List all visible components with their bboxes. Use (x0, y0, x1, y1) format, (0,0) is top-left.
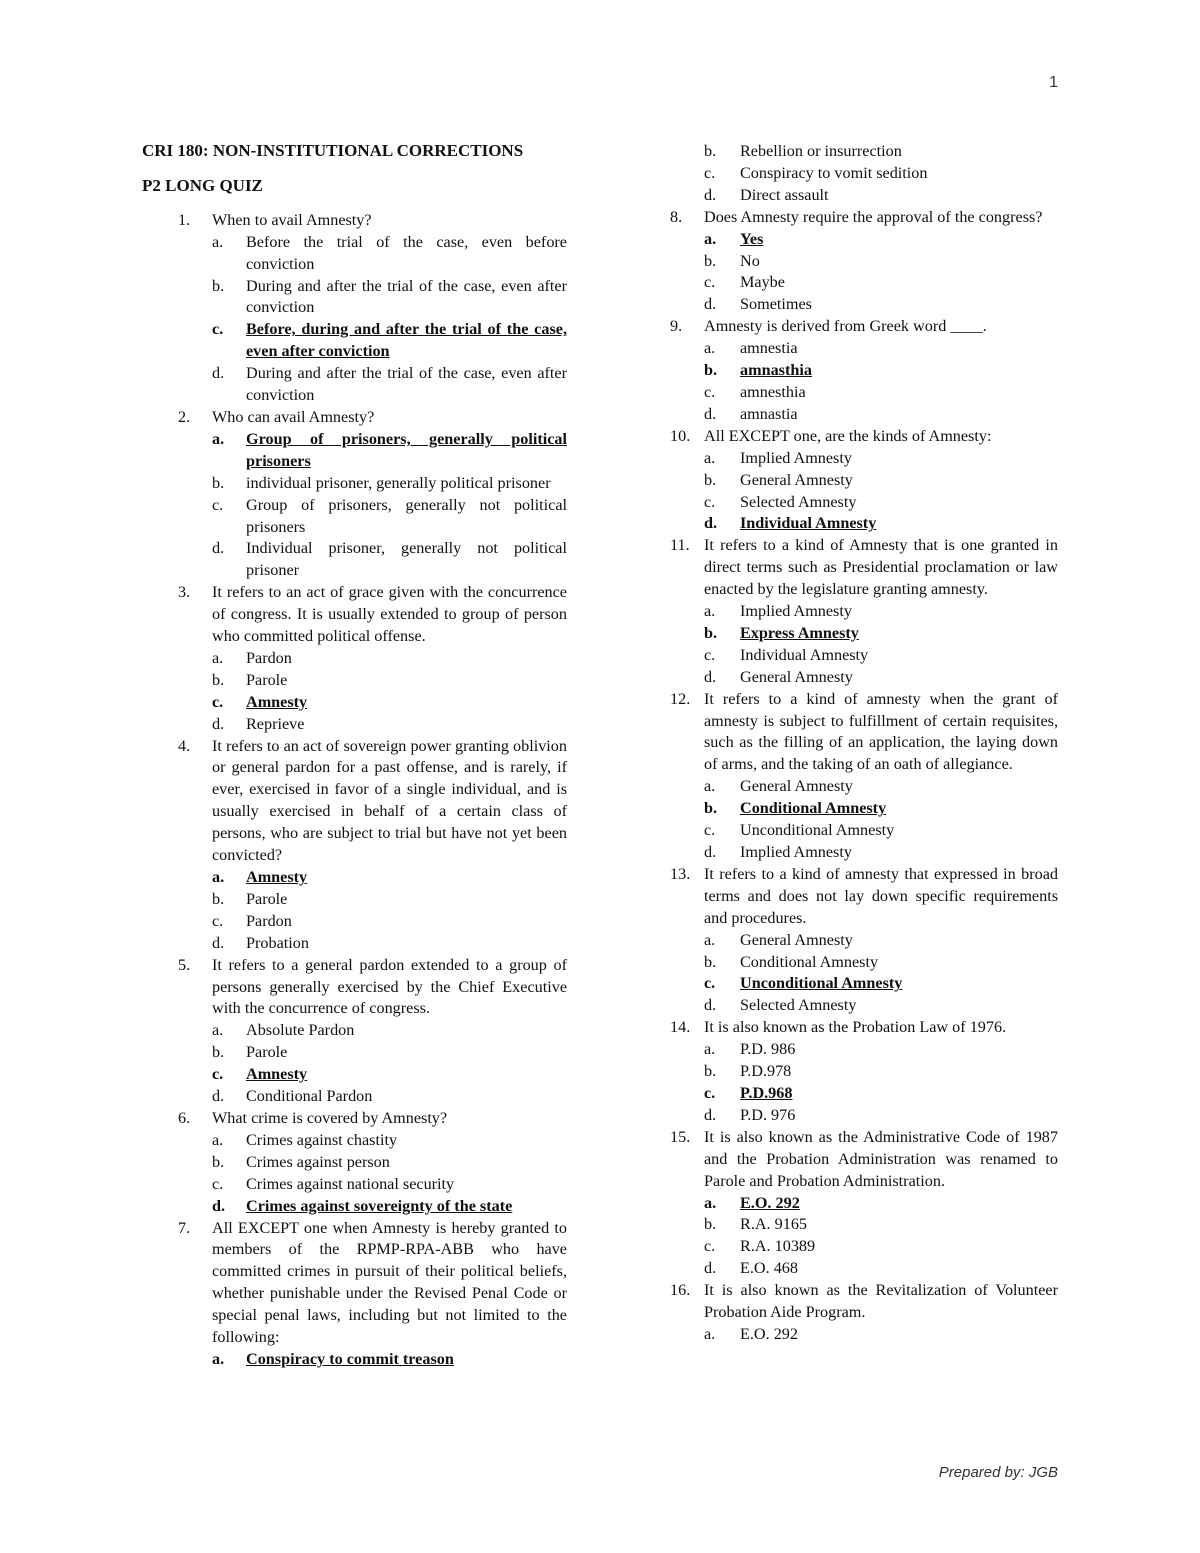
option-letter: a. (212, 232, 224, 251)
option-text: Amnesty (246, 868, 308, 886)
answer-option-correct (142, 319, 567, 363)
option-letter: a. (704, 448, 716, 467)
option-text: Group of prisoners, generally political prisoners (246, 429, 567, 470)
option-letter: a. (212, 429, 225, 448)
option-text: Before the trial of the case, even before conviction (246, 232, 567, 273)
question-number: 12. (670, 689, 691, 708)
quiz-question (670, 1127, 1058, 1280)
option-text: Rebellion or insurrection (740, 142, 902, 160)
option-text: individual prisoner, generally political prisoner (246, 473, 551, 492)
option-letter: b. (212, 889, 225, 908)
question-stem (178, 407, 567, 429)
question-number: 3. (178, 583, 191, 602)
option-letter: d. (212, 1087, 225, 1106)
question-number: 8. (670, 207, 683, 226)
answer-option (670, 995, 1058, 1017)
prepared-by-footer: Prepared by: JGB (938, 1464, 1058, 1481)
answer-option-correct (670, 229, 1058, 251)
question-list-right (670, 207, 1058, 1346)
answer-option (142, 1174, 567, 1196)
option-text: General Amnesty (740, 667, 853, 686)
answer-option (670, 667, 1058, 689)
answer-option (142, 232, 567, 276)
quiz-question (142, 736, 567, 955)
option-letter: a. (704, 339, 716, 358)
option-letter: c. (212, 692, 224, 711)
option-letter: b. (212, 473, 225, 492)
question-text: All EXCEPT one when Amnesty is hereby granted to members of the RPMP-RPA-ABB who have committed crimes in pursuit of their political beliefs, whether punishable under the Revised Penal Code or special penal laws, including but not limited to the following: (212, 1218, 567, 1347)
answer-option (142, 276, 567, 320)
quiz-subtitle: P2 LONG QUIZ (142, 175, 263, 195)
option-letter: d. (704, 1259, 717, 1278)
option-letter: d. (704, 185, 717, 204)
answer-option-correct (142, 1349, 567, 1371)
quiz-question (142, 210, 567, 407)
option-text: Crimes against chastity (246, 1130, 398, 1149)
question-text: It refers to a kind of Amnesty that is one granted in direct terms such as Presidential proclamation or law enacted by the legislature granting amnesty. (704, 536, 1058, 599)
question-stem (670, 864, 1058, 930)
question-number: 7. (178, 1218, 191, 1237)
option-text: Reprieve (246, 714, 305, 733)
answer-option (670, 492, 1058, 514)
question-number: 15. (670, 1127, 691, 1146)
option-text: Parole (246, 1043, 288, 1062)
question-number: 13. (670, 864, 691, 883)
option-text: Implied Amnesty (740, 602, 852, 621)
option-text: During and after the trial of the case, even after conviction (246, 276, 567, 317)
document-title: CRI 180: NON-INSTITUTIONAL CORRECTIONS (142, 141, 524, 160)
quiz-question (670, 316, 1058, 426)
option-letter: d. (212, 539, 225, 558)
answer-option-correct (142, 429, 567, 473)
answer-option (142, 1086, 567, 1108)
option-letter: a. (704, 777, 716, 796)
question-stem (178, 582, 567, 648)
question-stem (178, 955, 567, 1021)
option-text: Conspiracy to vomit sedition (740, 163, 928, 182)
option-letter: a. (704, 1193, 717, 1212)
answer-option (670, 1236, 1058, 1258)
answer-option (670, 185, 1058, 207)
option-letter: c. (704, 821, 716, 840)
question-7-continued-options (670, 141, 1058, 207)
option-text: amnastia (740, 404, 798, 423)
answer-option (670, 338, 1058, 360)
question-stem (670, 535, 1058, 601)
answer-option (670, 272, 1058, 294)
option-letter: d. (704, 843, 717, 861)
answer-option (670, 1061, 1058, 1083)
quiz-question (142, 1108, 567, 1218)
option-letter: c. (212, 320, 224, 339)
option-letter: c. (704, 1083, 716, 1102)
option-text: P.D. 976 (740, 1105, 796, 1124)
question-text: It is also known as the Probation Law of 1976. (704, 1018, 1007, 1037)
option-text: Sometimes (740, 295, 812, 314)
option-letter: b. (704, 470, 717, 489)
option-text: Unconditional Amnesty (740, 821, 895, 840)
answer-option (670, 601, 1058, 623)
option-letter: d. (212, 714, 225, 733)
question-text: Amnesty is derived from Greek word ____. (704, 317, 987, 336)
question-text: It refers to a general pardon extended to a group of persons generally exercised by the Chief Executive with the concurrence of congress. (212, 955, 567, 1018)
option-letter: d. (704, 404, 717, 423)
answer-option (670, 1105, 1058, 1127)
option-text: Probation (246, 933, 309, 952)
option-text: Absolute Pardon (246, 1021, 355, 1040)
answer-option (670, 294, 1058, 316)
answer-option-correct (142, 1196, 567, 1218)
option-letter: b. (212, 670, 225, 689)
question-text: When to avail Amnesty? (212, 210, 372, 229)
question-number: 14. (670, 1018, 691, 1037)
answer-option (670, 1039, 1058, 1061)
quiz-question (670, 535, 1058, 688)
option-letter: b. (704, 142, 717, 160)
option-letter: a. (212, 1349, 225, 1368)
question-text: It refers to an act of sovereign power granting oblivion or general pardon for a past offense, and is rarely, if ever, exercised in favor of a single individual, and is usually exercised in behalf of a certain class of persons, who are subject to trial but have not yet been convicted? (212, 736, 567, 865)
option-text: Selected Amnesty (740, 492, 857, 511)
answer-option-correct (670, 1083, 1058, 1105)
answer-option-correct (670, 513, 1058, 535)
answer-option (670, 842, 1058, 864)
answer-option (142, 1042, 567, 1064)
question-stem (670, 207, 1058, 229)
option-text: Before, during and after the trial of the case, even after conviction (246, 320, 567, 361)
answer-option (670, 952, 1058, 974)
option-letter: c. (212, 1174, 224, 1193)
option-text: E.O. 292 (740, 1324, 798, 1343)
option-text: Crimes against person (246, 1152, 390, 1171)
option-text: Amnesty (246, 1065, 308, 1084)
option-letter: b. (704, 799, 718, 818)
option-text: Individual prisoner, generally not political prisoner (246, 539, 567, 580)
answer-option (142, 933, 567, 955)
option-letter: b. (704, 1062, 717, 1081)
answer-option-correct (142, 1064, 567, 1086)
option-text: Conditional Pardon (246, 1087, 373, 1106)
question-number: 16. (670, 1281, 691, 1300)
option-text: Crimes against sovereignty of the state (246, 1196, 513, 1215)
option-text: Group of prisoners, generally not political prisoners (246, 495, 567, 536)
question-text: All EXCEPT one, are the kinds of Amnesty: (704, 426, 992, 445)
answer-option (670, 404, 1058, 426)
option-text: General Amnesty (740, 470, 853, 489)
answer-option (142, 1020, 567, 1042)
option-letter: a. (704, 602, 716, 621)
quiz-question (670, 1017, 1058, 1127)
option-text: Selected Amnesty (740, 996, 857, 1015)
option-letter: c. (212, 911, 224, 930)
option-letter: a. (212, 868, 225, 886)
answer-option (670, 1258, 1058, 1280)
option-letter: d. (704, 996, 717, 1015)
question-stem (178, 1218, 567, 1349)
answer-option (670, 448, 1058, 470)
option-letter: d. (212, 933, 225, 952)
question-number: 10. (670, 426, 691, 445)
option-letter: c. (704, 492, 716, 511)
answer-option (142, 714, 567, 736)
option-text: Parole (246, 670, 288, 689)
option-text: R.A. 9165 (740, 1215, 808, 1234)
option-text: Unconditional Amnesty (740, 974, 903, 993)
option-text: During and after the trial of the case, even after conviction (246, 364, 567, 405)
question-text: It is also known as the Revitalization of Volunteer Probation Aide Program. (704, 1281, 1058, 1322)
option-text: Direct assault (740, 185, 829, 204)
question-stem (670, 1280, 1058, 1324)
option-letter: d. (704, 295, 717, 314)
question-text: It refers to an act of grace given with the concurrence of congress. It is usually extended to group of person who committed political offense. (212, 583, 567, 646)
question-text: Does Amnesty require the approval of the congress? (704, 207, 1043, 226)
question-stem (670, 1127, 1058, 1193)
option-letter: b. (212, 1152, 225, 1171)
option-text: Implied Amnesty (740, 843, 852, 861)
answer-option (142, 495, 567, 539)
question-text: It refers to a kind of amnesty when the grant of amnesty is subject to fulfillment of certain requisites, such as the filling of an application, the laying down of arms, and the taking of an oath of allegiance. (704, 689, 1058, 774)
option-text: P.D.978 (740, 1062, 792, 1081)
option-text: P.D. 986 (740, 1040, 796, 1059)
option-letter: b. (704, 361, 718, 380)
question-list-left (142, 210, 567, 1371)
question-number: 5. (178, 955, 191, 974)
left-column (142, 140, 567, 1371)
answer-option-correct (670, 623, 1058, 645)
option-text: E.O. 292 (740, 1193, 800, 1212)
option-text: E.O. 468 (740, 1259, 798, 1278)
answer-option (142, 911, 567, 933)
option-letter: a. (704, 1040, 716, 1059)
option-letter: c. (212, 495, 224, 514)
question-stem (670, 1017, 1058, 1039)
question-stem (178, 1108, 567, 1130)
option-letter: a. (212, 1130, 224, 1149)
option-text: Yes (740, 229, 764, 248)
option-text: Maybe (740, 273, 785, 292)
quiz-question (670, 1280, 1058, 1346)
option-text: Crimes against national security (246, 1174, 455, 1193)
option-text: amnasthia (740, 361, 812, 380)
option-letter: a. (704, 229, 717, 248)
option-letter: d. (704, 667, 717, 686)
option-letter: d. (704, 1105, 717, 1124)
quiz-question (670, 426, 1058, 536)
option-letter: b. (704, 623, 718, 642)
option-letter: a. (704, 1324, 716, 1343)
option-text: amnesthia (740, 382, 806, 401)
option-text: Express Amnesty (740, 623, 859, 642)
question-number: 11. (670, 536, 690, 555)
answer-option-correct (142, 867, 567, 889)
answer-option-correct (670, 1193, 1058, 1215)
quiz-question (142, 955, 567, 1108)
answer-option (670, 1214, 1058, 1236)
option-text: Conditional Amnesty (740, 952, 879, 971)
quiz-question (670, 689, 1058, 864)
answer-option (670, 776, 1058, 798)
answer-option (670, 382, 1058, 404)
option-letter: a. (212, 648, 224, 667)
answer-option-correct (670, 360, 1058, 382)
answer-option-correct (670, 973, 1058, 995)
option-text: R.A. 10389 (740, 1237, 816, 1256)
answer-option-correct (142, 692, 567, 714)
question-text: What crime is covered by Amnesty? (212, 1108, 448, 1127)
option-text: Individual Amnesty (740, 645, 869, 664)
question-stem (178, 736, 567, 867)
option-letter: c. (704, 974, 716, 993)
option-text: Conspiracy to commit treason (246, 1349, 454, 1368)
answer-option (670, 1324, 1058, 1346)
answer-option (670, 163, 1058, 185)
option-letter: d. (212, 364, 225, 383)
option-letter: b. (704, 952, 717, 971)
option-letter: b. (212, 276, 225, 295)
option-text: General Amnesty (740, 777, 853, 796)
answer-option-correct (670, 798, 1058, 820)
option-letter: b. (704, 251, 717, 270)
option-letter: d. (212, 1196, 226, 1215)
question-text: It refers to a kind of amnesty that expressed in broad terms and does not lay down specific requirements and procedures. (704, 864, 1058, 927)
answer-option (142, 670, 567, 692)
option-letter: c. (704, 273, 716, 292)
quiz-question (670, 207, 1058, 317)
question-number: 2. (178, 407, 191, 426)
option-text: No (740, 251, 760, 270)
question-number: 6. (178, 1108, 191, 1127)
question-text: It is also known as the Administrative Code of 1987 and the Probation Administration was renamed to Parole and Probation Administration. (704, 1127, 1058, 1190)
answer-option (670, 820, 1058, 842)
answer-option (142, 363, 567, 407)
answer-option (670, 251, 1058, 273)
option-letter: c. (212, 1065, 224, 1084)
quiz-question (142, 407, 567, 582)
question-stem (670, 316, 1058, 338)
page-number: 1 (1049, 74, 1058, 91)
option-letter: b. (704, 1215, 717, 1234)
quiz-question (142, 1218, 567, 1371)
answer-option (142, 889, 567, 911)
option-text: Amnesty (246, 692, 308, 711)
question-number: 1. (178, 210, 191, 229)
option-text: Pardon (246, 911, 292, 930)
option-letter: b. (212, 1043, 225, 1062)
answer-option (670, 141, 1058, 163)
answer-option (142, 538, 567, 582)
option-letter: c. (704, 382, 716, 401)
answer-option (142, 1130, 567, 1152)
option-text: Individual Amnesty (740, 514, 877, 533)
option-letter: c. (704, 645, 716, 664)
quiz-question (670, 864, 1058, 1017)
option-text: Conditional Amnesty (740, 799, 887, 818)
option-text: Pardon (246, 648, 292, 667)
answer-option (142, 1152, 567, 1174)
question-stem (670, 689, 1058, 777)
answer-option (670, 930, 1058, 952)
option-letter: c. (704, 1237, 716, 1256)
answer-option (142, 473, 567, 495)
option-text: amnestia (740, 339, 798, 358)
answer-option (670, 645, 1058, 667)
answer-option (142, 648, 567, 670)
option-letter: c. (704, 163, 716, 182)
right-column (670, 141, 1058, 1346)
option-text: P.D.968 (740, 1083, 793, 1102)
option-text: Parole (246, 889, 288, 908)
option-text: Implied Amnesty (740, 448, 852, 467)
question-number: 9. (670, 317, 683, 336)
option-letter: d. (704, 514, 718, 533)
answer-option (670, 470, 1058, 492)
question-stem (178, 210, 567, 232)
question-number: 4. (178, 736, 191, 755)
question-text: Who can avail Amnesty? (212, 407, 375, 426)
option-letter: a. (704, 930, 716, 949)
option-text: General Amnesty (740, 930, 853, 949)
question-stem (670, 426, 1058, 448)
quiz-question (142, 582, 567, 735)
option-letter: a. (212, 1021, 224, 1040)
